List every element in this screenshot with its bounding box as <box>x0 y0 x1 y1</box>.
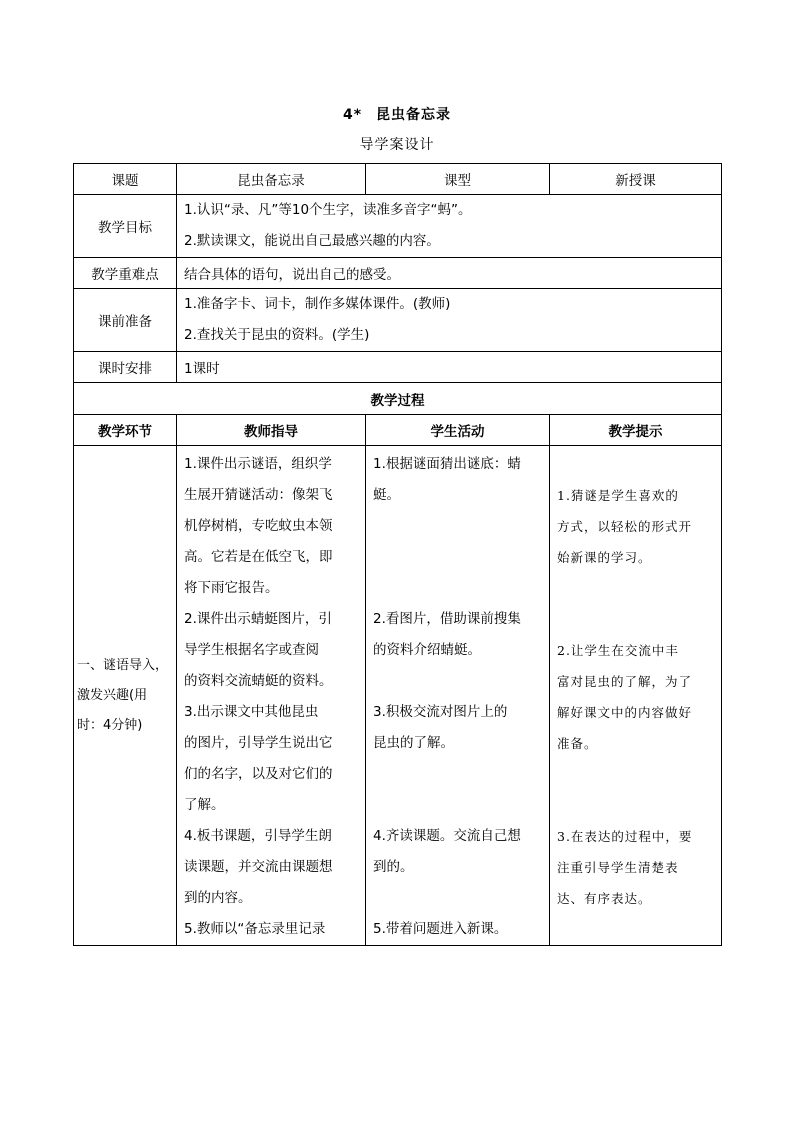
student-activity-line: 5.带着问题进入新课。 <box>373 920 508 937</box>
stage-cell <box>74 446 177 946</box>
prep-item: 1.准备字卡、词卡，制作多媒体课件。(教师) <box>184 296 451 312</box>
schedule-row <box>74 352 722 383</box>
teaching-hint-line: 准备。 <box>557 735 598 751</box>
teacher-guidance-cell <box>177 446 366 946</box>
teacher-guidance-line: 到的内容。 <box>184 889 252 906</box>
teacher-guidance <box>184 447 358 945</box>
teaching-hint-line: 1.猜谜是学生喜欢的 <box>557 487 679 503</box>
teacher-guidance-line: 将下雨它报告。 <box>184 579 279 596</box>
teaching-hint-line <box>557 790 714 821</box>
teaching-hint-line <box>557 449 714 480</box>
goals-row <box>74 195 722 258</box>
student-activity-line: 2.看图片，借助课前搜集 <box>373 610 521 627</box>
student-activity-line <box>373 666 542 697</box>
type-value: 新授课 <box>550 164 722 195</box>
hint-header: 教学提示 <box>550 415 722 446</box>
process-header-row <box>74 415 722 446</box>
lesson-title <box>0 104 794 124</box>
teacher-guidance-line: 5.教师以“备忘录里记录 <box>184 920 326 937</box>
teacher-header: 教师指导 <box>177 415 366 446</box>
lesson-plan-table <box>73 163 722 946</box>
lesson-number: 4* <box>342 107 363 123</box>
key-points-value: 结合具体的语句，说出自己的感受。 <box>177 258 722 289</box>
teaching-hint-line: 解好课文中的内容做好 <box>557 704 693 720</box>
teacher-guidance-line: 了解。 <box>184 796 225 813</box>
teaching-hint-line: 2.让学生在交流中丰 <box>557 642 679 658</box>
type-label: 课型 <box>366 164 550 195</box>
teacher-guidance-line: 读课题，并交流由课题想 <box>184 858 333 875</box>
student-activity-line: 3.积极交流对图片上的 <box>373 703 508 720</box>
teacher-guidance-line: 的资料交流蜻蜓的资料。 <box>184 672 333 689</box>
stage-text: 一、谜语导入，激发兴趣(用时：4分钟) <box>77 657 169 733</box>
process-title: 教学过程 <box>74 383 722 415</box>
teaching-hint-line <box>557 759 714 790</box>
student-activity-line <box>373 542 542 573</box>
header-row <box>74 164 722 195</box>
schedule-value: 1课时 <box>177 352 722 383</box>
teacher-guidance-line: 生展开猜谜活动：像架飞 <box>184 486 333 503</box>
teaching-hint <box>557 447 714 945</box>
student-activity-line: 4.齐读课题。交流自己想 <box>373 827 521 844</box>
prep-row <box>74 289 722 352</box>
stage-header: 教学环节 <box>74 415 177 446</box>
goal-item: 2.默读课文，能说出自己最感兴趣的内容。 <box>184 233 440 249</box>
teaching-hint-line: 始新课的学习。 <box>557 549 652 565</box>
teacher-guidance-line: 机停树梢，专吃蚊虫本领 <box>184 517 333 534</box>
teaching-hint-line: 方式，以轻松的形式开 <box>557 518 693 534</box>
process-row <box>74 446 722 946</box>
teaching-hint-line <box>557 914 714 945</box>
key-points-label: 教学重难点 <box>74 258 177 289</box>
schedule-label: 课时安排 <box>74 352 177 383</box>
teacher-guidance-line: 们的名字，以及对它们的 <box>184 765 333 782</box>
student-activity-line <box>373 759 542 790</box>
teacher-guidance-line: 2.课件出示蜻蜓图片，引 <box>184 610 332 627</box>
student-activity-line <box>373 790 542 821</box>
teacher-guidance-line: 4.板书课题，引导学生朗 <box>184 827 332 844</box>
teaching-hint-line: 达、有序表达。 <box>557 890 652 906</box>
student-activity-line <box>373 573 542 604</box>
student-activity-line <box>373 511 542 542</box>
teacher-guidance-line: 的图片，引导学生说出它 <box>184 734 333 751</box>
student-activity-line: 的资料介绍蜻蜓。 <box>373 641 481 658</box>
student-activity-line: 蜓。 <box>373 486 400 503</box>
prep-label: 课前准备 <box>74 289 177 352</box>
teaching-hint-cell <box>550 446 722 946</box>
student-activity-line: 到的。 <box>373 858 414 875</box>
student-activity-cell <box>366 446 550 946</box>
lesson-name: 昆虫备忘录 <box>376 107 452 123</box>
teaching-hint-line <box>557 604 714 635</box>
teaching-hint-line: 3.在表达的过程中，要 <box>557 828 693 844</box>
student-activity <box>373 447 542 945</box>
goal-item: 1.认识“录、凡”等10个生字，读准多音字“蚂”。 <box>184 202 472 218</box>
topic-value: 昆虫备忘录 <box>177 164 366 195</box>
prep-item: 2.查找关于昆虫的资料。(学生) <box>184 327 370 343</box>
teaching-hint-line: 注重引导学生清楚表 <box>557 859 679 875</box>
student-activity-line <box>373 883 542 914</box>
document-subtitle: 导学案设计 <box>359 137 435 153</box>
teaching-hint-line: 富对昆虫的了解，为了 <box>557 673 693 689</box>
prep-content <box>177 289 722 352</box>
goals-content <box>177 195 722 258</box>
teacher-guidance-line: 高。它若是在低空飞，即 <box>184 548 333 565</box>
topic-label: 课题 <box>74 164 177 195</box>
teacher-guidance-line: 3.出示课文中其他昆虫 <box>184 703 319 720</box>
student-activity-line: 昆虫的了解。 <box>373 734 454 751</box>
teacher-guidance-line: 1.课件出示谜语，组织学 <box>184 455 332 472</box>
teacher-guidance-line: 导学生根据名字或查阅 <box>184 641 319 658</box>
student-activity-line: 1.根据谜面猜出谜底：蜻 <box>373 455 521 472</box>
goals-label: 教学目标 <box>74 195 177 258</box>
student-header: 学生活动 <box>366 415 550 446</box>
key-points-row <box>74 258 722 289</box>
teaching-hint-line <box>557 573 714 604</box>
process-title-row <box>74 383 722 415</box>
